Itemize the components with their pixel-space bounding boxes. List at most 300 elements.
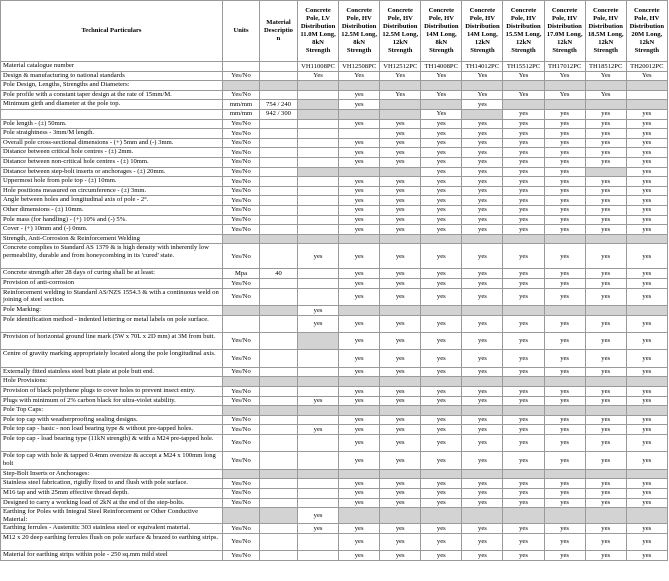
value-cell bbox=[421, 377, 462, 387]
value-cell: yes bbox=[544, 148, 585, 158]
value-cell: yes bbox=[421, 425, 462, 435]
material-cell bbox=[260, 225, 298, 235]
value-cell bbox=[298, 109, 339, 119]
value-cell: yes bbox=[462, 524, 503, 534]
value-cell: yes bbox=[339, 367, 380, 377]
material-cell: 754 / 240 bbox=[260, 100, 298, 110]
value-cell: yes bbox=[503, 225, 544, 235]
value-cell bbox=[298, 406, 339, 416]
units-cell: Yes/No bbox=[223, 524, 260, 534]
value-cell bbox=[380, 81, 421, 91]
value-cell: yes bbox=[421, 396, 462, 406]
material-cell bbox=[260, 387, 298, 397]
header-units: Units bbox=[223, 1, 260, 62]
value-cell bbox=[298, 157, 339, 167]
value-cell: Yes bbox=[421, 90, 462, 100]
table-row bbox=[1, 387, 668, 397]
value-cell: yes bbox=[585, 279, 626, 289]
value-cell: yes bbox=[503, 315, 544, 332]
value-cell bbox=[298, 225, 339, 235]
value-cell bbox=[298, 350, 339, 367]
value-cell: yes bbox=[462, 177, 503, 187]
value-cell bbox=[298, 234, 339, 244]
table-row bbox=[1, 524, 668, 534]
particular-cell: Pole profile with a constant taper design at the rate of 15mm/M. bbox=[1, 90, 223, 100]
value-cell bbox=[298, 129, 339, 139]
value-cell: Yes bbox=[585, 90, 626, 100]
value-cell bbox=[298, 279, 339, 289]
value-cell: yes bbox=[626, 269, 667, 279]
value-cell: yes bbox=[421, 479, 462, 489]
value-cell: yes bbox=[339, 186, 380, 196]
value-cell: yes bbox=[544, 196, 585, 206]
value-cell: yes bbox=[462, 434, 503, 451]
value-cell: yes bbox=[380, 225, 421, 235]
value-cell: Yes bbox=[380, 90, 421, 100]
particular-cell: Material for earthing strips within pole - 250 sq.mm mild steel bbox=[1, 551, 223, 561]
value-cell: yes bbox=[421, 279, 462, 289]
value-cell: yes bbox=[421, 244, 462, 269]
header-product: Concrete Pole, LV Distribution 11.0M Long, 8kN Strength bbox=[298, 1, 339, 62]
value-cell: yes bbox=[585, 177, 626, 187]
material-cell bbox=[260, 186, 298, 196]
units-cell: Yes/No bbox=[223, 350, 260, 367]
value-cell bbox=[585, 508, 626, 524]
value-cell: yes bbox=[544, 244, 585, 269]
value-cell: yes bbox=[462, 415, 503, 425]
value-cell: yes bbox=[380, 157, 421, 167]
value-cell: yes bbox=[503, 415, 544, 425]
value-cell: yes bbox=[339, 269, 380, 279]
particular-cell bbox=[1, 109, 223, 119]
value-cell bbox=[298, 415, 339, 425]
material-cell bbox=[260, 244, 298, 269]
value-cell: yes bbox=[462, 333, 503, 350]
table-row bbox=[1, 315, 668, 332]
value-cell: yes bbox=[503, 434, 544, 451]
value-cell: yes bbox=[462, 167, 503, 177]
value-cell: yes bbox=[462, 367, 503, 377]
particular-cell: Pole top cap - load bearing type (11kN strength) & with a M24 pre-tapped hole. bbox=[1, 434, 223, 451]
value-cell: yes bbox=[462, 452, 503, 469]
units-cell: Yes/No bbox=[223, 71, 260, 81]
units-cell: Yes/No bbox=[223, 90, 260, 100]
value-cell bbox=[298, 81, 339, 91]
value-cell: yes bbox=[421, 215, 462, 225]
units-cell bbox=[223, 62, 260, 72]
value-cell bbox=[380, 234, 421, 244]
value-cell: yes bbox=[585, 415, 626, 425]
value-cell: yes bbox=[626, 225, 667, 235]
value-cell bbox=[585, 100, 626, 110]
particular-cell: Provision of horizontal ground line mark (5W x 70L x 2D mm) at 3M from butt. bbox=[1, 333, 223, 350]
value-cell: yes bbox=[585, 425, 626, 435]
value-cell: yes bbox=[626, 533, 667, 550]
value-cell: yes bbox=[626, 387, 667, 397]
value-cell bbox=[626, 508, 667, 524]
value-cell bbox=[380, 406, 421, 416]
value-cell: yes bbox=[626, 479, 667, 489]
value-cell: yes bbox=[339, 279, 380, 289]
table-row bbox=[1, 100, 668, 110]
value-cell: yes bbox=[503, 279, 544, 289]
table-row bbox=[1, 225, 668, 235]
value-cell bbox=[298, 469, 339, 479]
particular-cell: Earthing for Poles with Integral Steel Reinforcement or Other Conductive Material: bbox=[1, 508, 223, 524]
value-cell: yes bbox=[503, 387, 544, 397]
value-cell: yes bbox=[585, 196, 626, 206]
value-cell bbox=[544, 234, 585, 244]
value-cell: yes bbox=[339, 138, 380, 148]
table-row bbox=[1, 244, 668, 269]
value-cell bbox=[462, 469, 503, 479]
value-cell: yes bbox=[585, 186, 626, 196]
material-cell bbox=[260, 119, 298, 129]
value-cell: yes bbox=[380, 387, 421, 397]
value-cell: yes bbox=[380, 350, 421, 367]
value-cell: yes bbox=[462, 100, 503, 110]
particular-cell: Material catalogue number bbox=[1, 62, 223, 72]
particular-cell: Distance between critical hole centres - (±) 2mm. bbox=[1, 148, 223, 158]
particular-cell: M12 x 20 deep earthing ferrules flush on pole surface & brazed to earthing strips. bbox=[1, 533, 223, 550]
value-cell: yes bbox=[462, 479, 503, 489]
particular-cell: Provision of black polythene plugs to cover holes to prevent insect entry. bbox=[1, 387, 223, 397]
units-cell: Yes/No bbox=[223, 533, 260, 550]
units-cell: Yes/No bbox=[223, 425, 260, 435]
value-cell: yes bbox=[462, 244, 503, 269]
particular-cell: Cover - (+) 10mm and (-) 0mm. bbox=[1, 225, 223, 235]
value-cell: yes bbox=[421, 269, 462, 279]
value-cell: Yes bbox=[503, 71, 544, 81]
table-row bbox=[1, 434, 668, 451]
units-cell bbox=[223, 508, 260, 524]
value-cell: Yes bbox=[339, 71, 380, 81]
value-cell: yes bbox=[585, 524, 626, 534]
value-cell: yes bbox=[544, 205, 585, 215]
table-row bbox=[1, 81, 668, 91]
table-row bbox=[1, 90, 668, 100]
value-cell: yes bbox=[585, 315, 626, 332]
units-cell: Yes/No bbox=[223, 148, 260, 158]
table-row bbox=[1, 157, 668, 167]
value-cell bbox=[380, 167, 421, 177]
header-product: Concrete Pole, HV Distribution 12.5M Long, 12kN Strength bbox=[380, 1, 421, 62]
value-cell bbox=[421, 100, 462, 110]
units-cell bbox=[223, 377, 260, 387]
value-cell bbox=[339, 129, 380, 139]
value-cell bbox=[298, 387, 339, 397]
material-cell bbox=[260, 234, 298, 244]
value-cell bbox=[585, 167, 626, 177]
particular-cell: Distance between non-critical hole centres - (±) 10mm. bbox=[1, 157, 223, 167]
value-cell bbox=[462, 81, 503, 91]
value-cell bbox=[380, 306, 421, 316]
table-row bbox=[1, 479, 668, 489]
table-body bbox=[1, 62, 668, 561]
particular-cell: Externally fitted stainless steel butt plate at pole butt end. bbox=[1, 367, 223, 377]
particular-cell: Pole Design, Lengths, Strengths and Diameters: bbox=[1, 81, 223, 91]
value-cell: yes bbox=[380, 333, 421, 350]
value-cell: yes bbox=[339, 415, 380, 425]
header-particulars: Technical Particulars bbox=[1, 1, 223, 62]
value-cell: yes bbox=[585, 244, 626, 269]
value-cell: yes bbox=[585, 498, 626, 508]
particular-cell: Pole Marking: bbox=[1, 306, 223, 316]
value-cell bbox=[544, 406, 585, 416]
value-cell: yes bbox=[544, 367, 585, 377]
value-cell: yes bbox=[544, 167, 585, 177]
value-cell bbox=[626, 469, 667, 479]
particular-cell: Pole straightness - 3mm/M length. bbox=[1, 129, 223, 139]
particular-cell: Stainless steel fabrication, rigidly fixed to and flush with pole surface. bbox=[1, 479, 223, 489]
value-cell bbox=[421, 406, 462, 416]
value-cell bbox=[298, 100, 339, 110]
value-cell bbox=[380, 109, 421, 119]
value-cell: yes bbox=[339, 488, 380, 498]
value-cell: yes bbox=[380, 138, 421, 148]
value-cell: VH12508PC bbox=[339, 62, 380, 72]
value-cell bbox=[503, 377, 544, 387]
value-cell: yes bbox=[462, 498, 503, 508]
value-cell: yes bbox=[380, 148, 421, 158]
value-cell: yes bbox=[462, 269, 503, 279]
value-cell: yes bbox=[380, 479, 421, 489]
particular-cell: Pole mass (for handling) - (+) 10% and (-) 5%. bbox=[1, 215, 223, 225]
value-cell: yes bbox=[544, 186, 585, 196]
table-row bbox=[1, 234, 668, 244]
material-cell bbox=[260, 396, 298, 406]
value-cell: yes bbox=[544, 524, 585, 534]
value-cell: Yes bbox=[298, 71, 339, 81]
value-cell: yes bbox=[421, 148, 462, 158]
value-cell: yes bbox=[585, 119, 626, 129]
table-row bbox=[1, 279, 668, 289]
value-cell: yes bbox=[380, 119, 421, 129]
value-cell: yes bbox=[503, 533, 544, 550]
value-cell bbox=[503, 306, 544, 316]
value-cell: Yes bbox=[380, 71, 421, 81]
material-cell bbox=[260, 215, 298, 225]
value-cell bbox=[626, 406, 667, 416]
value-cell: yes bbox=[339, 551, 380, 561]
particular-cell: Overall pole cross-sectional dimensions - (+) 5mm and (-) 3mm. bbox=[1, 138, 223, 148]
value-cell: yes bbox=[339, 333, 380, 350]
units-cell: Yes/No bbox=[223, 396, 260, 406]
table-row bbox=[1, 269, 668, 279]
value-cell: yes bbox=[380, 452, 421, 469]
value-cell bbox=[380, 469, 421, 479]
value-cell: yes bbox=[626, 333, 667, 350]
table-row bbox=[1, 177, 668, 187]
particular-cell: Pole length - (±) 50mm. bbox=[1, 119, 223, 129]
value-cell: yes bbox=[544, 333, 585, 350]
table-row bbox=[1, 306, 668, 316]
value-cell: Yes bbox=[421, 71, 462, 81]
value-cell bbox=[421, 306, 462, 316]
value-cell: yes bbox=[626, 415, 667, 425]
value-cell: yes bbox=[503, 288, 544, 305]
material-cell bbox=[260, 488, 298, 498]
value-cell: yes bbox=[298, 244, 339, 269]
value-cell bbox=[298, 205, 339, 215]
units-cell: mm/mm bbox=[223, 100, 260, 110]
material-cell bbox=[260, 415, 298, 425]
value-cell: yes bbox=[626, 167, 667, 177]
material-cell bbox=[260, 479, 298, 489]
value-cell bbox=[298, 434, 339, 451]
value-cell: yes bbox=[544, 279, 585, 289]
value-cell: yes bbox=[421, 524, 462, 534]
value-cell: yes bbox=[380, 488, 421, 498]
value-cell: yes bbox=[503, 196, 544, 206]
value-cell: yes bbox=[544, 225, 585, 235]
units-cell: Yes/No bbox=[223, 387, 260, 397]
value-cell: yes bbox=[585, 129, 626, 139]
value-cell bbox=[462, 508, 503, 524]
value-cell bbox=[298, 479, 339, 489]
value-cell: yes bbox=[544, 269, 585, 279]
value-cell: yes bbox=[339, 148, 380, 158]
value-cell: yes bbox=[339, 434, 380, 451]
value-cell bbox=[503, 508, 544, 524]
particular-cell: Pole identification method - indented lettering or metal labels on pole surface. bbox=[1, 315, 223, 332]
value-cell: yes bbox=[339, 533, 380, 550]
value-cell: VH11008PC bbox=[298, 62, 339, 72]
value-cell: yes bbox=[380, 205, 421, 215]
material-cell bbox=[260, 177, 298, 187]
particular-cell: Other dimensions - (±) 10mm. bbox=[1, 205, 223, 215]
particular-cell: Angle between holes and longitudinal axis of pole - 2°. bbox=[1, 196, 223, 206]
value-cell: yes bbox=[380, 533, 421, 550]
value-cell: yes bbox=[585, 109, 626, 119]
value-cell: yes bbox=[380, 269, 421, 279]
material-cell bbox=[260, 129, 298, 139]
units-cell: Yes/No bbox=[223, 119, 260, 129]
value-cell: yes bbox=[339, 498, 380, 508]
value-cell: yes bbox=[626, 488, 667, 498]
value-cell bbox=[421, 81, 462, 91]
value-cell: yes bbox=[585, 350, 626, 367]
material-cell: 942 / 300 bbox=[260, 109, 298, 119]
value-cell: yes bbox=[544, 138, 585, 148]
value-cell: yes bbox=[380, 196, 421, 206]
value-cell: yes bbox=[544, 479, 585, 489]
value-cell bbox=[462, 377, 503, 387]
value-cell: yes bbox=[585, 148, 626, 158]
material-cell bbox=[260, 167, 298, 177]
table-row bbox=[1, 186, 668, 196]
table-row bbox=[1, 350, 668, 367]
value-cell: yes bbox=[585, 157, 626, 167]
value-cell: yes bbox=[544, 452, 585, 469]
value-cell: yes bbox=[380, 215, 421, 225]
value-cell bbox=[503, 234, 544, 244]
value-cell: yes bbox=[339, 215, 380, 225]
value-cell: yes bbox=[585, 396, 626, 406]
value-cell: yes bbox=[544, 387, 585, 397]
value-cell bbox=[421, 469, 462, 479]
value-cell: yes bbox=[421, 129, 462, 139]
value-cell: yes bbox=[626, 157, 667, 167]
header-material: Material Descriptio n bbox=[260, 1, 298, 62]
value-cell bbox=[298, 119, 339, 129]
value-cell: yes bbox=[380, 186, 421, 196]
material-cell bbox=[260, 306, 298, 316]
value-cell: yes bbox=[544, 109, 585, 119]
table-row bbox=[1, 508, 668, 524]
value-cell: yes bbox=[585, 225, 626, 235]
value-cell: yes bbox=[339, 396, 380, 406]
value-cell: yes bbox=[626, 425, 667, 435]
value-cell: yes bbox=[421, 157, 462, 167]
table-row bbox=[1, 148, 668, 158]
value-cell: yes bbox=[503, 205, 544, 215]
value-cell: TH14012PC bbox=[462, 62, 503, 72]
value-cell bbox=[462, 306, 503, 316]
value-cell: yes bbox=[585, 387, 626, 397]
value-cell: yes bbox=[462, 129, 503, 139]
value-cell bbox=[585, 377, 626, 387]
units-cell: Yes/No bbox=[223, 479, 260, 489]
value-cell: yes bbox=[380, 279, 421, 289]
value-cell: yes bbox=[380, 177, 421, 187]
value-cell: Yes bbox=[462, 90, 503, 100]
value-cell: yes bbox=[544, 215, 585, 225]
value-cell: yes bbox=[380, 288, 421, 305]
header-product: Concrete Pole, HV Distribution 18.5M Long, 12kN Strength bbox=[585, 1, 626, 62]
value-cell: yes bbox=[626, 498, 667, 508]
material-cell: 40 bbox=[260, 269, 298, 279]
value-cell: yes bbox=[380, 524, 421, 534]
value-cell bbox=[298, 533, 339, 550]
material-cell bbox=[260, 533, 298, 550]
value-cell: yes bbox=[544, 551, 585, 561]
value-cell: yes bbox=[503, 551, 544, 561]
value-cell: yes bbox=[339, 350, 380, 367]
value-cell: yes bbox=[544, 157, 585, 167]
value-cell bbox=[544, 306, 585, 316]
header-product: Concrete Pole, HV Distribution 14M Long, 8kN Strength bbox=[421, 1, 462, 62]
units-cell: Yes/No bbox=[223, 157, 260, 167]
table-row bbox=[1, 138, 668, 148]
value-cell: yes bbox=[339, 452, 380, 469]
value-cell: yes bbox=[626, 138, 667, 148]
units-cell: Yes/No bbox=[223, 205, 260, 215]
value-cell: yes bbox=[503, 215, 544, 225]
value-cell: yes bbox=[462, 205, 503, 215]
value-cell: yes bbox=[462, 225, 503, 235]
particular-cell: Concrete complies to Standard AS 1379 & is high density with inherently low permeability, durable and from honeycombing in its 'cured' state. bbox=[1, 244, 223, 269]
units-cell: Yes/No bbox=[223, 244, 260, 269]
value-cell bbox=[626, 306, 667, 316]
material-cell bbox=[260, 81, 298, 91]
value-cell: yes bbox=[421, 288, 462, 305]
value-cell: yes bbox=[544, 350, 585, 367]
value-cell: TH20012PC bbox=[626, 62, 667, 72]
value-cell: yes bbox=[503, 109, 544, 119]
value-cell: yes bbox=[503, 269, 544, 279]
value-cell bbox=[626, 81, 667, 91]
value-cell bbox=[339, 167, 380, 177]
value-cell bbox=[298, 269, 339, 279]
units-cell: Yes/No bbox=[223, 279, 260, 289]
table-row bbox=[1, 119, 668, 129]
header-product: Concrete Pole, HV Distribution 15.5M Long, 12kN Strength bbox=[503, 1, 544, 62]
table-row bbox=[1, 488, 668, 498]
units-cell: Yes/No bbox=[223, 129, 260, 139]
particular-cell: Earthing ferrules - Austenitic 303 stainless steel or equivalent material. bbox=[1, 524, 223, 534]
value-cell: yes bbox=[380, 129, 421, 139]
